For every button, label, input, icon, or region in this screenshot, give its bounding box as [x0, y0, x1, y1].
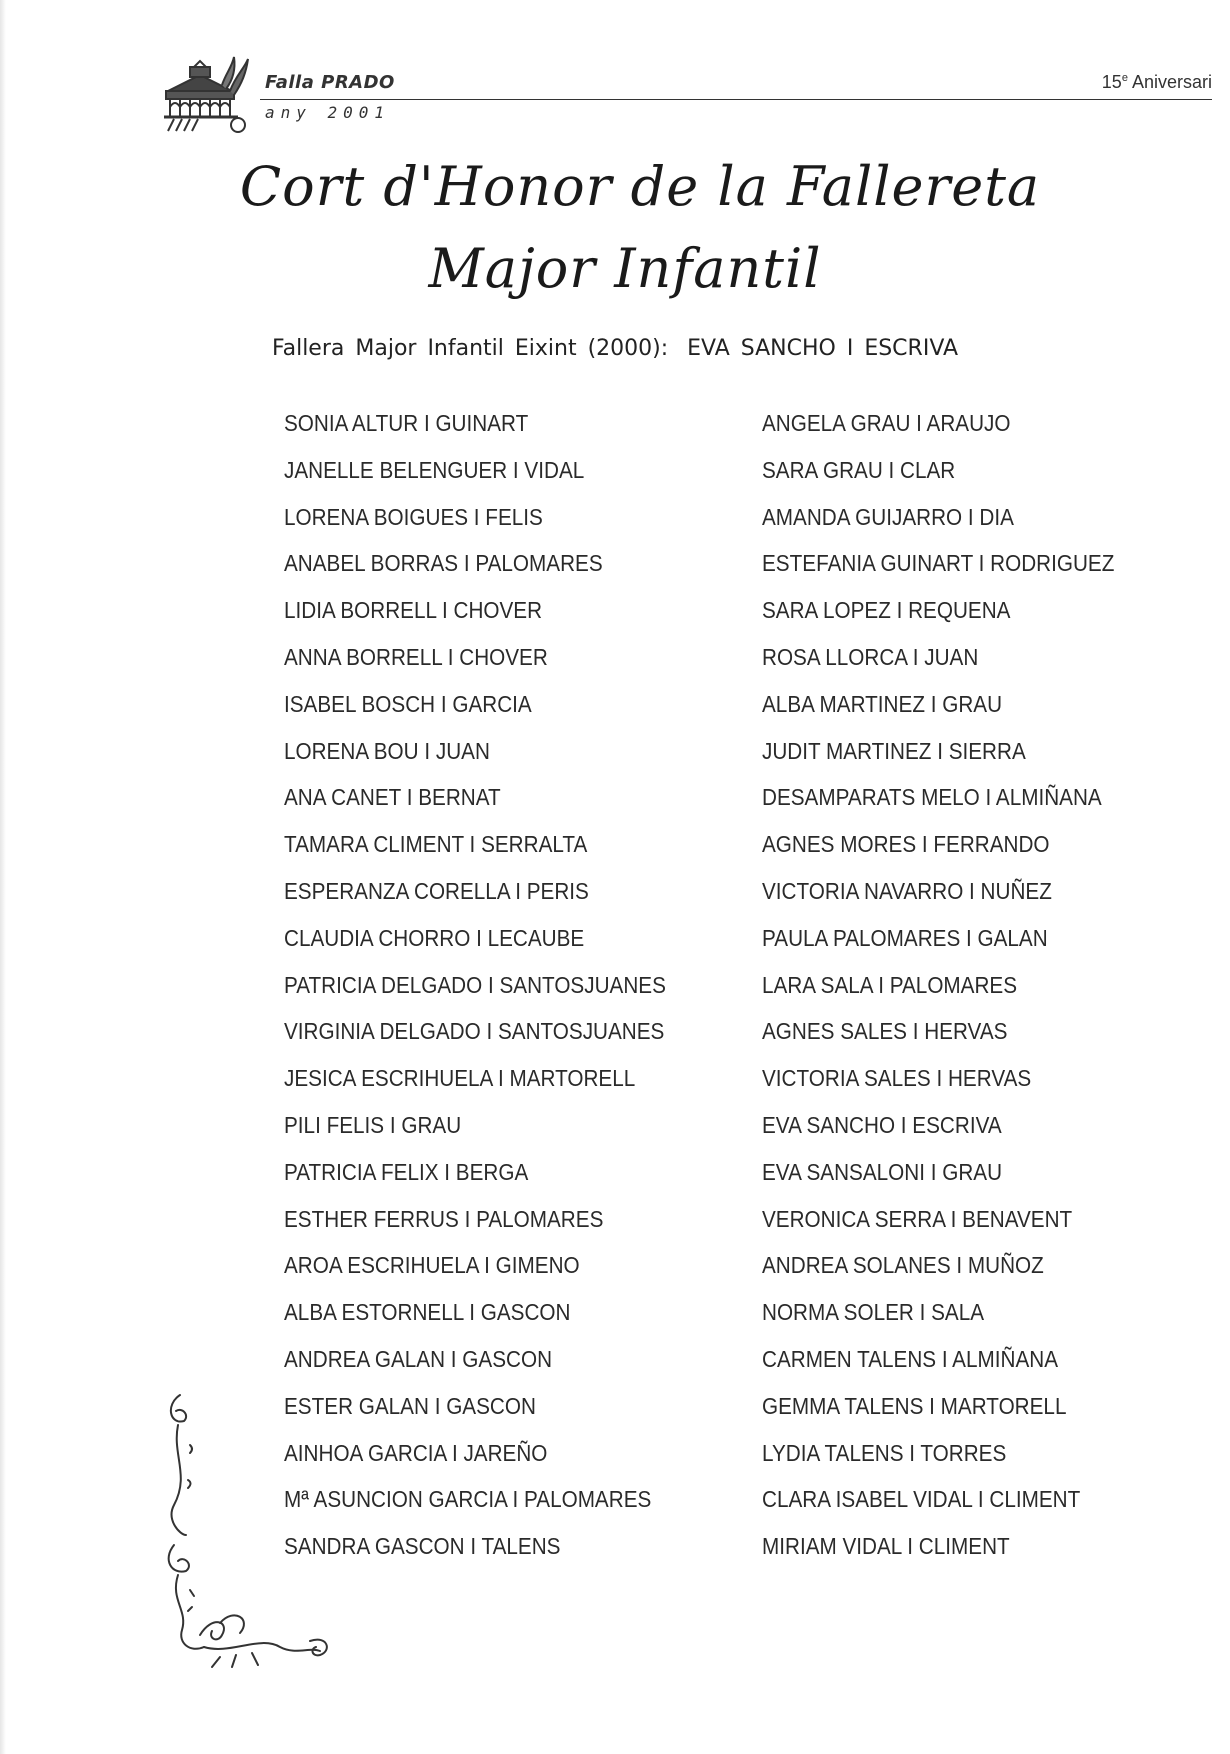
list-item: VICTORIA SALES I HERVAS [762, 1065, 1032, 1092]
list-item: CLARA ISABEL VIDAL I CLIMENT [762, 1486, 1081, 1513]
list-item: SARA LOPEZ I REQUENA [762, 597, 1011, 624]
list-item: DESAMPARATS MELO I ALMIÑANA [762, 784, 1102, 811]
list-item: ROSA LLORCA I JUAN [762, 643, 979, 670]
list-item: PATRICIA FELIX I BERGA [284, 1158, 529, 1185]
outgoing-fallera-name: EVA SANCHO I ESCRIVA [687, 336, 959, 361]
list-item: MIRIAM VIDAL I CLIMENT [762, 1533, 1010, 1560]
list-item: Mª ASUNCION GARCIA I PALOMARES [284, 1486, 652, 1513]
list-item: LYDIA TALENS I TORRES [762, 1439, 1007, 1466]
list-item: ESTHER FERRUS I PALOMARES [284, 1205, 604, 1232]
list-item: CLAUDIA CHORRO I LECAUBE [284, 924, 585, 951]
list-item: PATRICIA DELGADO I SANTOSJUANES [284, 971, 666, 998]
list-item: AGNES SALES I HERVAS [762, 1018, 1008, 1045]
list-item: AGNES MORES I FERRANDO [762, 831, 1050, 858]
list-item: JESICA ESCRIHUELA I MARTORELL [284, 1065, 636, 1092]
list-item: ANGELA GRAU I ARAUJO [762, 410, 1011, 436]
list-item: ANDREA GALAN I GASCON [284, 1345, 553, 1372]
list-item: SANDRA GASCON I TALENS [284, 1533, 561, 1560]
list-item: LORENA BOU I JUAN [284, 737, 490, 764]
list-item: ALBA ESTORNELL I GASCON [284, 1299, 571, 1326]
list-item: ANDREA SOLANES I MUÑOZ [762, 1252, 1044, 1279]
list-item: JUDIT MARTINEZ I SIERRA [762, 737, 1026, 764]
list-item: GEMMA TALENS I MARTORELL [762, 1392, 1067, 1419]
list-item: LORENA BOIGUES I FELIS [284, 503, 543, 530]
anniversary-number: 15 [1101, 72, 1122, 92]
list-item: AROA ESCRIHUELA I GIMENO [284, 1252, 580, 1279]
list-item: TAMARA CLIMENT I SERRALTA [284, 831, 588, 858]
list-item: EVA SANCHO I ESCRIVA [762, 1111, 1002, 1138]
list-item: JANELLE BELENGUER I VIDAL [284, 456, 585, 483]
list-item: ANABEL BORRAS I PALOMARES [284, 550, 603, 577]
list-item: ESTEFANIA GUINART I RODRIGUEZ [762, 550, 1115, 577]
list-item: PAULA PALOMARES I GALAN [762, 924, 1048, 951]
list-item: SONIA ALTUR I GUINART [284, 410, 529, 436]
list-item: AINHOA GARCIA I JAREÑO [284, 1439, 548, 1466]
page-title-line-1: Cort d'Honor de la Fallereta [239, 155, 1041, 218]
names-list-left [284, 409, 666, 1579]
page-header [160, 55, 1212, 125]
pavilion-logo-icon [160, 55, 252, 137]
list-item: VIRGINIA DELGADO I SANTOSJUANES [284, 1018, 665, 1045]
outgoing-fallera-line [0, 336, 1230, 361]
list-item: NORMA SOLER I SALA [762, 1299, 985, 1326]
page-edge-shadow [0, 0, 6, 1754]
list-item: ALBA MARTINEZ I GRAU [762, 690, 1003, 717]
list-item: ANNA BORRELL I CHOVER [284, 643, 548, 670]
list-item: LARA SALA I PALOMARES [762, 971, 1018, 998]
list-item: PILI FELIS I GRAU [284, 1111, 462, 1138]
list-item: EVA SANSALONI I GRAU [762, 1158, 1003, 1185]
list-item: VICTORIA NAVARRO I NUÑEZ [762, 877, 1052, 904]
list-item: ANA CANET I BERNAT [284, 784, 501, 811]
falla-year: any 2001 [265, 103, 391, 122]
list-item: ESPERANZA CORELLA I PERIS [284, 877, 589, 904]
list-item: LIDIA BORRELL I CHOVER [284, 597, 543, 624]
anniversary-suffix: e [1121, 72, 1128, 84]
anniversary-text: Aniversari [1127, 72, 1212, 92]
outgoing-fallera-label: Fallera Major Infantil Eixint (2000): [271, 336, 669, 361]
list-item: ISABEL BOSCH I GARCIA [284, 690, 532, 717]
page-title-line-2: Major Infantil [428, 237, 822, 300]
floral-corner-ornament-icon [160, 1385, 335, 1670]
list-item: VERONICA SERRA I BENAVENT [762, 1205, 1073, 1232]
names-list-right [762, 409, 1114, 1579]
falla-name: Falla PRADO [265, 72, 395, 93]
anniversary-label [1102, 72, 1212, 93]
list-item: CARMEN TALENS I ALMIÑANA [762, 1345, 1059, 1372]
list-item: SARA GRAU I CLAR [762, 456, 956, 483]
header-rule [260, 99, 1212, 100]
list-item: ESTER GALAN I GASCON [284, 1392, 536, 1419]
list-item: AMANDA GUIJARRO I DIA [762, 503, 1014, 530]
